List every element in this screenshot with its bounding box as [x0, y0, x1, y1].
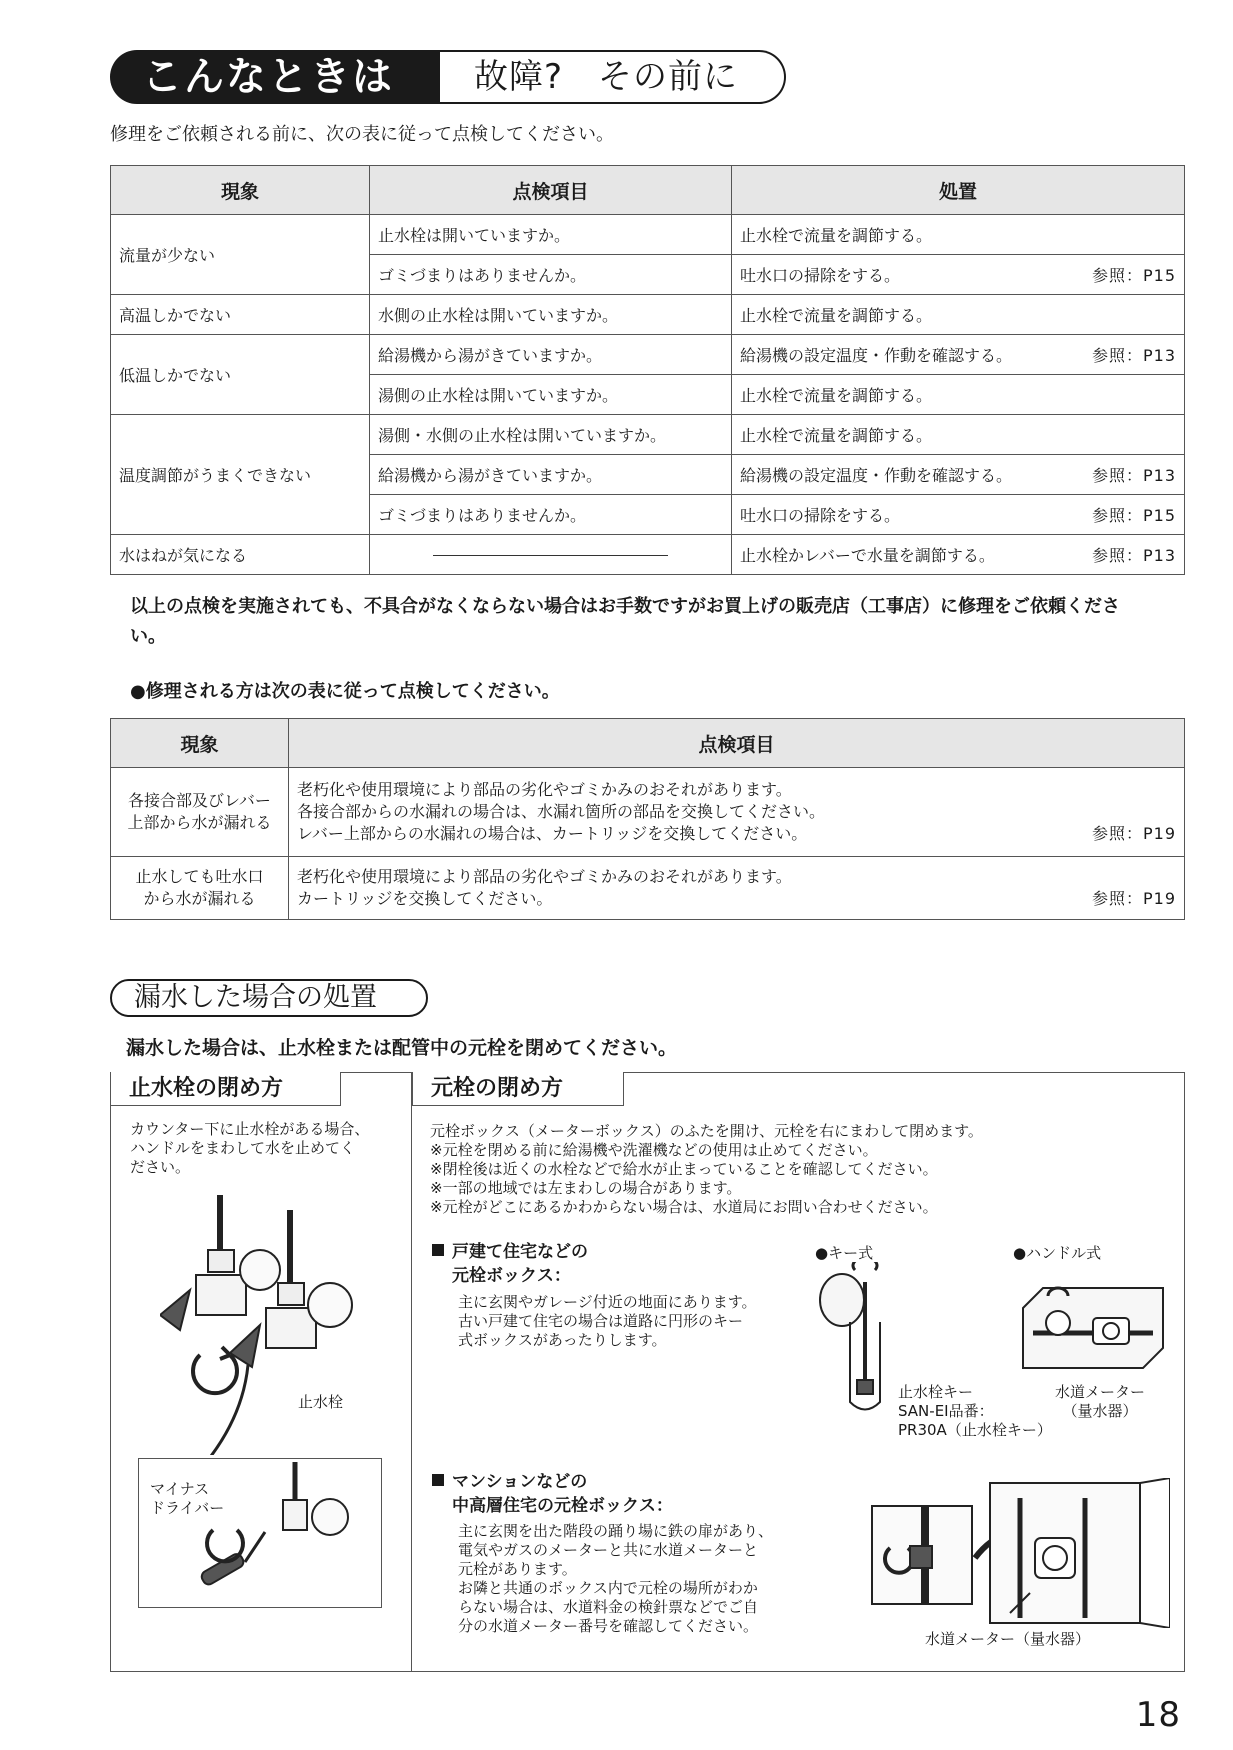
key-label: 止水栓キー SAN-EI品番： PR30A（止水栓キー）	[898, 1383, 1052, 1439]
repair-table	[110, 718, 1185, 920]
page-header-banner	[110, 50, 786, 104]
meter-label: 水道メーター （量水器）	[1055, 1383, 1146, 1420]
action-cell: 給湯機の設定温度・作動を確認する。 参照：P13	[732, 455, 1185, 495]
table-row	[111, 415, 1185, 455]
repairer-note: ●修理される方は次の表に従って点検してください。	[130, 681, 560, 702]
action-cell: 止水栓で流量を調節する。	[732, 375, 1185, 415]
stop-valve-illustration	[160, 1195, 390, 1455]
check-cell-empty	[370, 535, 732, 575]
mansion-box-heading: マンションなどの 中高層住宅の元栓ボックス：	[432, 1470, 673, 1518]
action-cell: 吐水口の掃除をする。 参照：P15	[732, 495, 1185, 535]
tab-main-valve: 元栓の閉め方	[412, 1072, 624, 1106]
check-cell: 湯側・水側の止水栓は開いていますか。	[370, 415, 732, 455]
table-row	[111, 768, 1185, 857]
check-cell: ゴミづまりはありませんか。	[370, 255, 732, 295]
mansion-meter-illustration	[870, 1478, 1170, 1628]
stop-valve-label: 止水栓	[298, 1393, 344, 1411]
col-header-action: 処置	[732, 166, 1185, 215]
reference-label: 参照：P13	[1091, 346, 1176, 365]
key-type-illustration	[815, 1262, 910, 1422]
troubleshoot-table	[110, 165, 1185, 575]
reference-label: 参照：P19	[1091, 889, 1176, 908]
symptom-cell: 低温しかでない	[111, 335, 370, 415]
box-divider	[411, 1072, 412, 1672]
reference-label: 参照：P13	[1091, 466, 1176, 485]
house-box-text: 主に玄関やガレージ付近の地面にあります。 古い戸建て住宅の場合は道路に円形のキー 式ボックスがあったりします。	[458, 1293, 757, 1349]
check-cell: 水側の止水栓は開いていますか。	[370, 295, 732, 335]
symptom-cell: 流量が少ない	[111, 215, 370, 295]
reference-label: 参照：P13	[1091, 546, 1176, 565]
key-type-label: ●キー式	[815, 1244, 874, 1262]
bullet-square-icon	[432, 1244, 444, 1256]
dash-line	[433, 555, 668, 556]
action-cell: 止水栓で流量を調節する。	[732, 415, 1185, 455]
mansion-box-text: 主に玄関を出た階段の踊り場に鉄の扉があり、 電気やガスのメーターと共に水道メーターと 元栓があります。 お隣と共通のボックス内で元栓の場所がわか らない場合は、水道料金の検針票などでご自 分の水道メーター番号を確認してください。	[458, 1522, 774, 1635]
check-cell: ゴミづまりはありませんか。	[370, 495, 732, 535]
table-row	[111, 335, 1185, 375]
check-cell: 老朽化や使用環境により部品の劣化やゴミかみのおそれがあります。 カートリッジを交換してください。 参照：P19	[289, 857, 1185, 920]
bullet-square-icon	[432, 1474, 444, 1486]
handle-type-illustration	[1013, 1268, 1173, 1378]
mansion-meter-label: 水道メーター（量水器）	[925, 1630, 1091, 1648]
handle-type-label: ●ハンドル式	[1013, 1244, 1102, 1262]
reference-label: 参照：P15	[1091, 266, 1176, 285]
main-valve-instructions: 元栓ボックス（メーターボックス）のふたを開け、元栓を右にまわして閉めます。 ※元栓を閉める前に給湯機や洗濯機などの使用は止めてください。 ※閉栓後は近くの水栓などで給水が止まっていることを確認してください。 ※一部の地域では左まわしの場合があります。 ※元栓がどこにあるかわからない場合は、水道局にお問い合わせください。	[430, 1122, 983, 1216]
action-cell: 吐水口の掃除をする。 参照：P15	[732, 255, 1185, 295]
repair-note: 以上の点検を実施されても、不具合がなくならない場合はお手数ですがお買上げの販売店（工事店）に修理をご依頼ください。	[130, 596, 1120, 647]
action-cell: 止水栓で流量を調節する。	[732, 215, 1185, 255]
table-row	[111, 857, 1185, 920]
driver-illustration	[195, 1462, 375, 1602]
table-row	[111, 535, 1185, 575]
check-cell: 湯側の止水栓は開いていますか。	[370, 375, 732, 415]
check-cell: 給湯機から湯がきていますか。	[370, 335, 732, 375]
table-row	[111, 215, 1185, 255]
col-header-symptom: 現象	[111, 166, 370, 215]
check-cell: 止水栓は開いていますか。	[370, 215, 732, 255]
reference-label: 参照：P15	[1091, 506, 1176, 525]
symptom-cell: 高温しかでない	[111, 295, 370, 335]
check-cell: 老朽化や使用環境により部品の劣化やゴミかみのおそれがあります。 各接合部からの水漏れの場合は、水漏れ箇所の部品を交換してください。 レバー上部からの水漏れの場合は、カートリッジを交換してください。 参照：P19	[289, 768, 1185, 857]
symptom-cell: 止水しても吐水口 から水が漏れる	[111, 857, 289, 920]
table-row	[111, 295, 1185, 335]
intro-text: 修理をご依頼される前に、次の表に従って点検してください。	[110, 124, 614, 145]
col-header-symptom: 現象	[111, 719, 289, 768]
col-header-check: 点検項目	[289, 719, 1185, 768]
section-lead: 漏水した場合は、止水栓または配管中の元栓を閉めてください。	[126, 1037, 678, 1059]
section-title-leak: 漏水した場合の処置	[110, 979, 428, 1017]
driver-label: マイナス ドライバー	[150, 1480, 225, 1517]
house-box-heading: 戸建て住宅などの 元栓ボックス：	[432, 1240, 588, 1288]
symptom-cell: 温度調節がうまくできない	[111, 415, 370, 535]
symptom-cell: 各接合部及びレバー 上部から水が漏れる	[111, 768, 289, 857]
action-cell: 給湯機の設定温度・作動を確認する。 参照：P13	[732, 335, 1185, 375]
reference-label: 参照：P19	[1091, 824, 1176, 843]
stop-valve-instructions: カウンター下に止水栓がある場合、 ハンドルをまわして水を止めてく ださい。	[130, 1120, 370, 1176]
header-dark-label: こんなときは	[110, 50, 440, 104]
header-light-label: 故障? その前に	[440, 50, 786, 104]
symptom-cell: 水はねが気になる	[111, 535, 370, 575]
check-cell: 給湯機から湯がきていますか。	[370, 455, 732, 495]
col-header-check: 点検項目	[370, 166, 732, 215]
action-cell: 止水栓かレバーで水量を調節する。 参照：P13	[732, 535, 1185, 575]
page-number: 18	[1135, 1695, 1181, 1735]
tab-stop-valve: 止水栓の閉め方	[111, 1072, 341, 1106]
action-cell: 止水栓で流量を調節する。	[732, 295, 1185, 335]
